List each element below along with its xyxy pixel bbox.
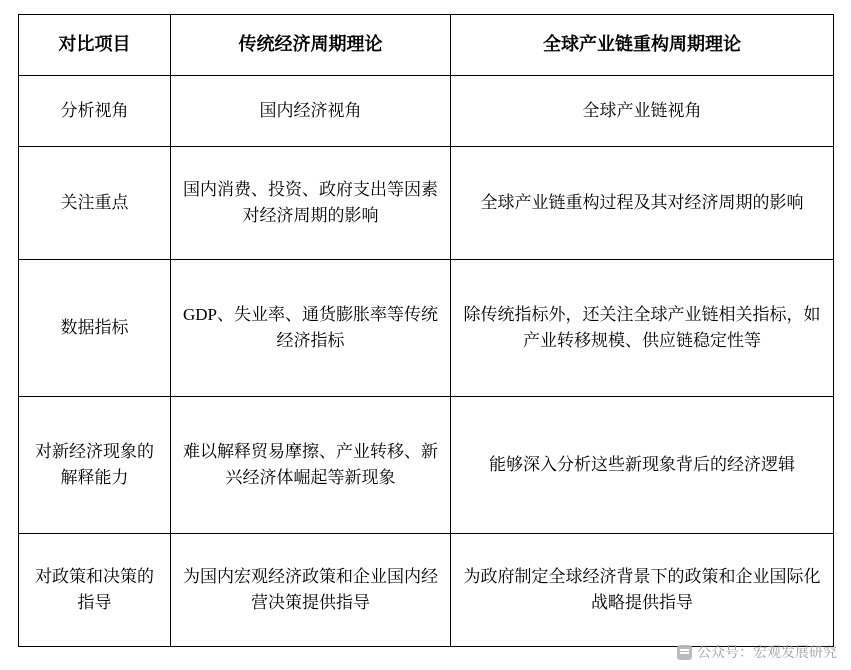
cell-global: 除传统指标外，还关注全球产业链相关指标，如产业转移规模、供应链稳定性等 (451, 260, 834, 397)
table-header (19, 15, 834, 76)
column-header-item: 对比项目 (19, 15, 171, 76)
row-label: 对新经济现象的解释能力 (19, 397, 171, 534)
watermark (677, 642, 837, 662)
row-label: 关注重点 (19, 147, 171, 260)
cell-traditional: GDP、失业率、通货膨胀率等传统经济指标 (171, 260, 451, 397)
row-label: 对政策和决策的指导 (19, 534, 171, 647)
cell-traditional: 国内消费、投资、政府支出等因素对经济周期的影响 (171, 147, 451, 260)
column-header-global: 全球产业链重构周期理论 (451, 15, 834, 76)
wechat-icon (677, 645, 692, 660)
watermark-text: 公众号：宏观发展研究 (697, 644, 837, 660)
table-row (19, 260, 834, 397)
table-row (19, 397, 834, 534)
cell-global: 为政府制定全球经济背景下的政策和企业国际化战略提供指导 (451, 534, 834, 647)
row-label: 分析视角 (19, 76, 171, 147)
table-row (19, 76, 834, 147)
cell-traditional: 为国内宏观经济政策和企业国内经营决策提供指导 (171, 534, 451, 647)
column-header-traditional: 传统经济周期理论 (171, 15, 451, 76)
cell-global: 全球产业链视角 (451, 76, 834, 147)
table-row (19, 147, 834, 260)
cell-global: 能够深入分析这些新现象背后的经济逻辑 (451, 397, 834, 534)
comparison-table (18, 14, 834, 647)
table-header-row (19, 15, 834, 76)
cell-global: 全球产业链重构过程及其对经济周期的影响 (451, 147, 834, 260)
table-body (19, 76, 834, 647)
cell-traditional: 国内经济视角 (171, 76, 451, 147)
row-label: 数据指标 (19, 260, 171, 397)
table-row (19, 534, 834, 647)
cell-traditional: 难以解释贸易摩擦、产业转移、新兴经济体崛起等新现象 (171, 397, 451, 534)
